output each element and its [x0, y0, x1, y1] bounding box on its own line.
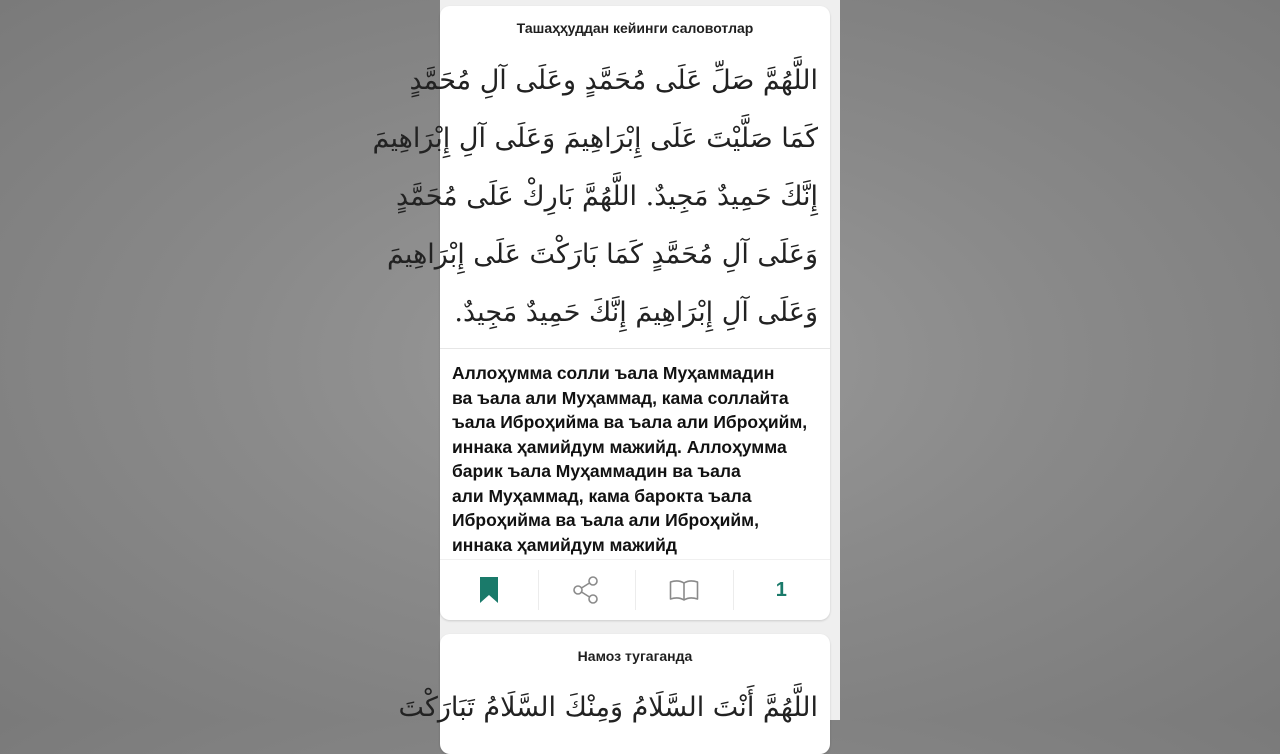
arabic-text	[372, 44, 830, 342]
dua-card	[398, 634, 830, 754]
read-button[interactable]	[635, 560, 733, 620]
card-title: Намоз тугаганда	[577, 648, 693, 664]
arabic-line: وَعَلَى آلِ مُحَمَّدٍ كَمَا بَارَكْتَ عَلَى إِبْرَاهِيمَ	[386, 239, 818, 270]
translit-line: иннака ҳамийдум мажийд	[452, 534, 678, 555]
phone-screen	[372, 0, 840, 723]
arabic-line: اللَّهُمَّ أَنْتَ السَّلَامُ وَمِنْكَ السَّلَامُ تَبَارَكْتَ	[398, 692, 818, 723]
bookmark-icon	[479, 576, 499, 604]
translit-line: иннака ҳамийдум мажийд. Аллоҳумма	[452, 436, 787, 457]
translit-line: Аллоҳумма солли ъала Муҳаммадин	[452, 363, 775, 383]
arabic-line: اللَّهُمَّ صَلِّ عَلَى مُحَمَّدٍ وعَلَى آلِ مُحَمَّدٍ	[409, 65, 818, 96]
arabic-line: إِنَّكَ حَمِيدٌ مَجِيدٌ. اللَّهُمَّ بَارِكْ عَلَى مُحَمَّدٍ	[395, 181, 818, 212]
count-value: 1	[775, 578, 787, 601]
bookmark-button[interactable]	[440, 560, 538, 620]
share-button[interactable]	[538, 560, 636, 620]
translit-line: ъала Иброҳийма ва ъала али Иброҳийм,	[452, 412, 808, 432]
share-icon	[572, 576, 600, 604]
arabic-text	[398, 672, 830, 730]
card-toolbar	[440, 559, 830, 620]
transliteration-text	[440, 349, 830, 557]
translit-line: али Муҳаммад, кама барокта ъала	[452, 485, 752, 506]
arabic-line: كَمَا صَلَّيْتَ عَلَى إِبْرَاهِيمَ وَعَلَى آلِ إِبْرَاهِيمَ	[372, 123, 818, 154]
count-button[interactable]	[733, 560, 831, 620]
book-icon	[669, 579, 699, 601]
arabic-line: وَعَلَى آلِ إِبْرَاهِيمَ إِنَّكَ حَمِيدٌ مَجِيدٌ.	[454, 297, 818, 328]
translit-line: Иброҳийма ва ъала али Иброҳийм,	[452, 510, 759, 530]
translit-line: ва ъала али Муҳаммад, кама соллайта	[452, 387, 789, 408]
dua-card	[372, 6, 830, 620]
translit-line: барик ъала Муҳаммадин ва ъала	[452, 461, 741, 481]
card-title: Ташаҳҳуддан кейинги саловотлар	[516, 20, 754, 36]
